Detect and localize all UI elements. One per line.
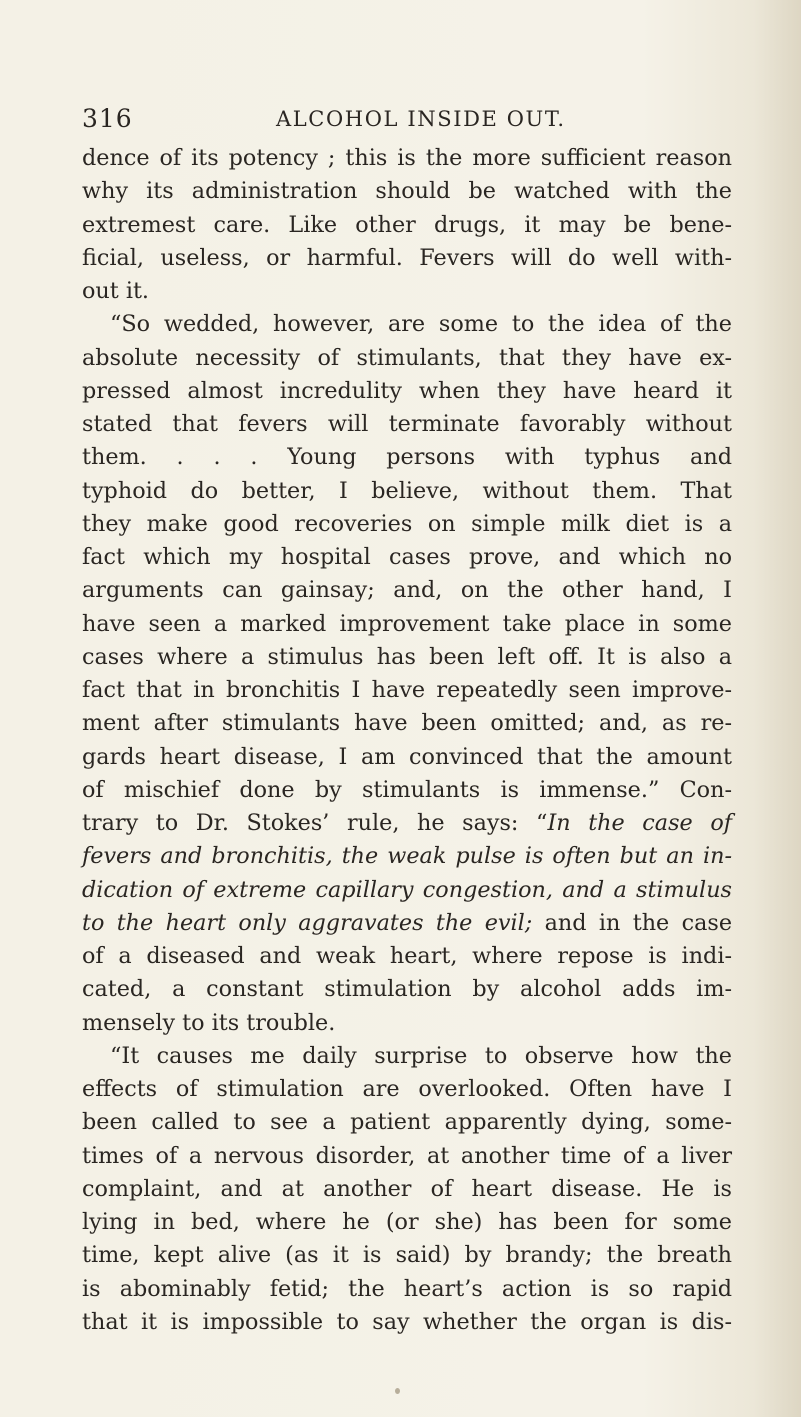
text-run: and in the case [532, 909, 733, 936]
text-line: cated, a constant stimulation by alcohol adds im- [82, 976, 732, 1003]
text-line: stated that fevers will terminate favorably without [82, 411, 732, 437]
text-line: ficial, useless, or harmful. Fevers will do well with- [82, 244, 732, 271]
page-number: 316 [82, 104, 133, 133]
running-head: ALCOHOL INSIDE OUT. [276, 107, 566, 131]
text-line: them. . . . Young persons with typhus and [82, 444, 732, 471]
text-line: complaint, and at another of heart disease. He is [82, 1175, 732, 1202]
text-line: dication of extreme capillary congestion, and a stimulus [82, 876, 732, 903]
text-line: they make good recoveries on simple milk diet is a [82, 510, 732, 537]
text-line: of mischief done by stimulants is immense.” Con- [82, 776, 732, 803]
text-line [82, 807, 732, 840]
body-text [82, 142, 732, 1339]
text-line: arguments can gainsay; and, on the other hand, I [82, 577, 732, 604]
text-line: cases where a stimulus has been left off. It is also a [82, 643, 732, 670]
text-line: have seen a marked improvement take place in some [82, 610, 732, 637]
text-line: extremest care. Like other drugs, it may be bene- [82, 211, 732, 238]
text-line: mensely to its trouble. [82, 1009, 336, 1036]
text-line: that it is impossible to say whether the organ is dis- [82, 1308, 732, 1335]
page-header [82, 104, 642, 138]
ink-speck [395, 1388, 400, 1394]
text-line [82, 907, 732, 940]
text-line: ment after stimulants have been omitted; and, as re- [82, 710, 732, 737]
text-line: times of a nervous disorder, at another time of a liver [82, 1142, 732, 1169]
text-line: lying in bed, where he (or she) has been for some [82, 1209, 732, 1235]
text-line: fact which my hospital cases prove, and which no [82, 544, 732, 570]
text-line: gards heart disease, I am convinced that the amount [82, 743, 732, 770]
text-line: effects of stimulation are overlooked. Often have I [82, 1076, 732, 1102]
text-line: absolute necessity of stimulants, that they have ex- [82, 344, 732, 371]
text-line: is abominably fetid; the heart’s action is so rapid [82, 1275, 732, 1302]
text-line: typhoid do better, I believe, without them. That [82, 477, 732, 504]
text-line: of a diseased and weak heart, where repose is indi- [82, 943, 732, 969]
text-line: fevers and bronchitis, the weak pulse is often but an in- [82, 843, 732, 870]
text-line: out it. [82, 278, 150, 304]
text-line: “It causes me daily surprise to observe how the [110, 1042, 732, 1069]
italic-run: In the case of [547, 810, 732, 836]
italic-run: to the heart only aggravates the evil; [82, 909, 533, 936]
text-line: fact that in bronchitis I have repeatedly seen improve- [82, 677, 732, 703]
text-line: dence of its potency ; this is the more sufficient reason [82, 145, 732, 171]
text-run: trary to Dr. Stokes’ rule, he says: “ [82, 810, 548, 836]
text-line: been called to see a patient apparently dying, some- [82, 1109, 732, 1136]
text-line: “So wedded, however, are some to the idea of the [110, 311, 732, 338]
text-line: pressed almost incredulity when they have heard it [82, 377, 732, 404]
text-line: why its administration should be watched with the [82, 178, 732, 205]
text-line: time, kept alive (as it is said) by brandy; the breath [82, 1242, 732, 1269]
